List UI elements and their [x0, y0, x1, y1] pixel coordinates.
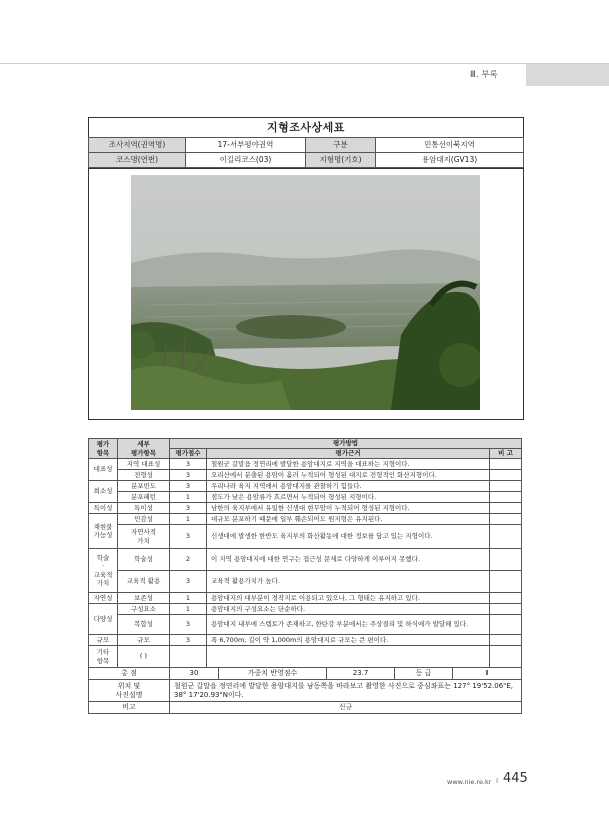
- table-row: [89, 593, 522, 604]
- note: [489, 470, 521, 481]
- footer-separator: I: [496, 777, 499, 785]
- landform-value: 용암대지(GV13): [376, 153, 524, 168]
- basis: 폭 6,700m, 길이 약 1,000m의 용암대지로 규모는 큰 편이다.: [207, 635, 490, 646]
- total-label: 총 점: [89, 668, 170, 680]
- note: [489, 492, 521, 503]
- basis: [207, 646, 490, 668]
- note: [489, 593, 521, 604]
- group-academic: 학술 · 교육적 가치: [89, 549, 118, 593]
- score: 1: [170, 593, 207, 604]
- survey-sheet: [88, 117, 524, 420]
- table-row: [89, 492, 522, 503]
- group-naturalness: 자연성: [89, 593, 118, 604]
- note: [489, 604, 521, 615]
- score: 3: [170, 525, 207, 549]
- sub-item: ( ): [118, 646, 170, 668]
- col-item: 평가 항목: [89, 439, 118, 459]
- note: [489, 615, 521, 635]
- total-value: 30: [170, 668, 219, 680]
- sub-item: 교육적 활용: [118, 571, 170, 593]
- table-row: [89, 470, 522, 481]
- basis: 점도가 낮은 용암류가 흐르면서 누적되어 형성된 지형이다.: [207, 492, 490, 503]
- score: 3: [170, 470, 207, 481]
- evaluation-section: [88, 432, 522, 714]
- header-rule: [0, 63, 609, 64]
- score: 3: [170, 459, 207, 470]
- sub-item: 보존성: [118, 593, 170, 604]
- sub-item: 규모: [118, 635, 170, 646]
- basis: 남한의 육지부에서 유일한 신생대 현무암이 누적되어 형성된 지형이다.: [207, 503, 490, 514]
- note: [489, 571, 521, 593]
- sub-item: 학술성: [118, 549, 170, 571]
- col-method: 평가방법: [170, 439, 522, 449]
- score: 1: [170, 514, 207, 525]
- basis: 용암대지의 대부분이 경작지로 이용되고 있으나, 그 형태는 유지하고 있다.: [207, 593, 490, 604]
- table-row: [89, 549, 522, 571]
- basis: 용암대지의 구성요소는 단순하다.: [207, 604, 490, 615]
- basis: 철원군 갈말읍 정연리에 발달한 용암대지로 지역을 대표하는 지형이다.: [207, 459, 490, 470]
- score: 3: [170, 503, 207, 514]
- section-label: Ⅲ. 부록: [470, 70, 498, 80]
- table-row: [89, 646, 522, 668]
- survey-area-label: 조사지역(권역명): [89, 138, 186, 153]
- group-scale: 규모: [89, 635, 118, 646]
- note: [489, 646, 521, 668]
- table-row: [89, 525, 522, 549]
- location-text: 철원군 갈말읍 정연리에 발달한 용암대지를 남동쪽을 바라보고 촬영한 사진으로 중심좌표는 127° 19'52.06"E, 38° 17'20.93"N이다.: [170, 680, 522, 702]
- group-rarity: 희소성: [89, 481, 118, 503]
- table-row: [89, 571, 522, 593]
- sub-item: 지역 대표성: [118, 459, 170, 470]
- landscape-photo: [131, 175, 480, 410]
- sub-item: 자연사적 가치: [118, 525, 170, 549]
- note: [489, 481, 521, 492]
- col-score: 평가점수: [170, 449, 207, 459]
- course-value: 이길리코스(03): [186, 153, 306, 168]
- table-row: [89, 604, 522, 615]
- note: [489, 459, 521, 470]
- note: [489, 514, 521, 525]
- note: [489, 503, 521, 514]
- location-label: 위치 및 사진설명: [89, 680, 170, 702]
- weighted-value: 23.7: [327, 668, 395, 680]
- photo-cell: [89, 168, 523, 419]
- note: [489, 525, 521, 549]
- basis: 이 지역 용암대지에 대한 연구는 접근성 문제로 다양하게 이루어지 못했다.: [207, 549, 490, 571]
- col-basis: 평가근거: [207, 449, 490, 459]
- page-number: 445: [503, 771, 528, 786]
- note: [489, 635, 521, 646]
- footer-url: www.nie.re.kr: [447, 778, 492, 786]
- score: [170, 646, 207, 668]
- sub-item: 구성요소: [118, 604, 170, 615]
- col-note: 비 고: [489, 449, 521, 459]
- landform-label: 지형명(기호): [306, 153, 376, 168]
- group-representativeness: 대표성: [89, 459, 118, 481]
- survey-area-value: 17-서부평야권역: [186, 138, 306, 153]
- basis: 용암대지 내부에 스텝토가 존재하고, 한탄강 부분에서는 주상절리 및 하식애가 발달해 있다.: [207, 615, 490, 635]
- score: 3: [170, 635, 207, 646]
- basis: 교육적 활용가치가 높다.: [207, 571, 490, 593]
- sub-item: 분포빈도: [118, 481, 170, 492]
- grade-value: Ⅱ: [453, 668, 522, 680]
- basis: 신생대에 발생한 한반도 육지부의 화산활동에 대한 정보를 담고 있는 지형이다.: [207, 525, 490, 549]
- score: 3: [170, 615, 207, 635]
- meta-table: [88, 137, 524, 168]
- table-row: [89, 481, 522, 492]
- table-row: [89, 459, 522, 470]
- note-value: 신규: [170, 702, 522, 714]
- note-label: 비고: [89, 702, 170, 714]
- table-row: [89, 503, 522, 514]
- score: 1: [170, 604, 207, 615]
- header-tab-bar: [526, 64, 609, 86]
- category-label: 구분: [306, 138, 376, 153]
- summary-table: [88, 667, 522, 714]
- table-row: [89, 615, 522, 635]
- grade-label: 등 급: [395, 668, 453, 680]
- note: [489, 549, 521, 571]
- basis: 대규모 분포하기 때문에 일부 훼손되어도 원지형은 유지된다.: [207, 514, 490, 525]
- table-row: [89, 635, 522, 646]
- course-label: 코스명(연번): [89, 153, 186, 168]
- evaluation-table: [88, 438, 522, 668]
- sub-item: 전형성: [118, 470, 170, 481]
- table-row: [89, 514, 522, 525]
- sub-item: 분포패턴: [118, 492, 170, 503]
- group-uniqueness: 특이성: [89, 503, 118, 514]
- sub-item: 특이성: [118, 503, 170, 514]
- col-subitem: 세부 평가항목: [118, 439, 170, 459]
- score: 3: [170, 571, 207, 593]
- score: 1: [170, 492, 207, 503]
- sub-item: 민감성: [118, 514, 170, 525]
- basis: 우리나라 육지 지역에서 용암대지를 관찰하기 힘들다.: [207, 481, 490, 492]
- group-recovery: 재현불 가능성: [89, 514, 118, 549]
- score: 2: [170, 549, 207, 571]
- category-value: 민통선이북지역: [376, 138, 524, 153]
- sub-item: 복합성: [118, 615, 170, 635]
- group-other: 기타 항목: [89, 646, 118, 668]
- sheet-title: 지형조사상세표: [89, 118, 523, 138]
- score: 3: [170, 481, 207, 492]
- basis: 오리산에서 분출된 용암이 흘러 누적되어 형성된 대지로 전형적인 화산지형이다.: [207, 470, 490, 481]
- group-diversity: 다양성: [89, 604, 118, 635]
- weighted-label: 가중치 반영점수: [219, 668, 327, 680]
